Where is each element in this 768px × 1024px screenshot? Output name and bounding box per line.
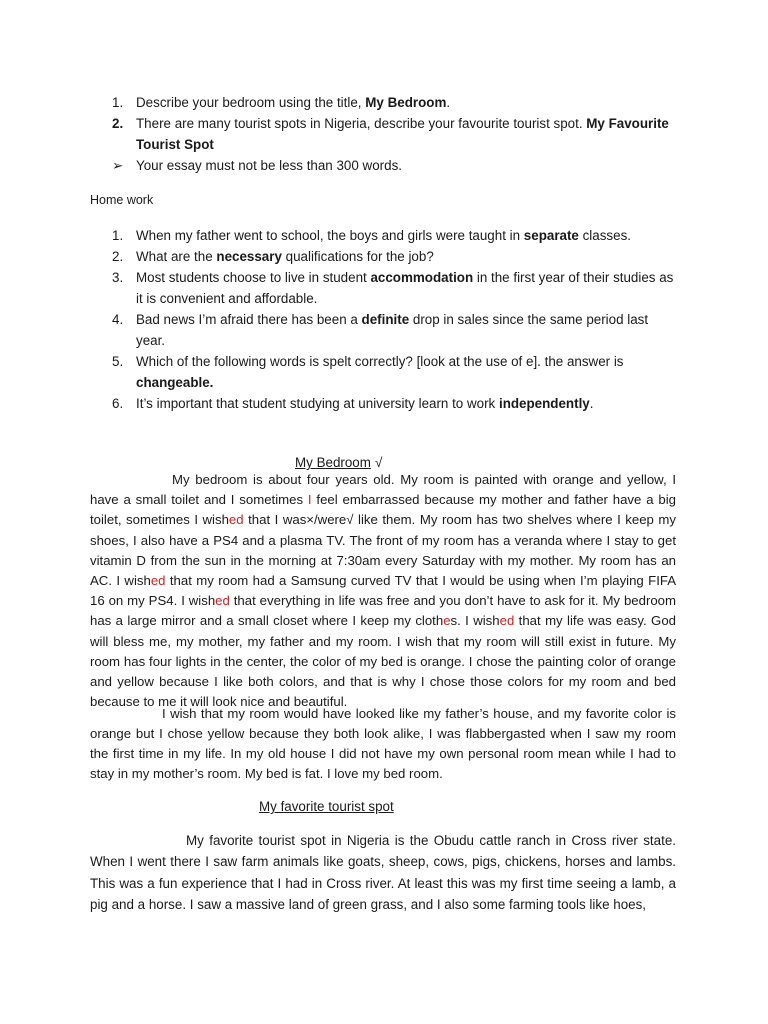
instruction-list (112, 92, 676, 176)
homework-item-5: 5. Which of the following words is spelt correctly? [look at the use of e]. the answer is changeable. (112, 354, 624, 390)
homework-list (112, 225, 676, 414)
tourist-spot-heading: My favorite tourist spot (259, 799, 394, 814)
homework-item-2: 2. What are the necessary qualifications for the job? (112, 249, 434, 264)
homework-item-1: 1. When my father went to school, the boys and girls were taught in separate classes. (112, 228, 631, 243)
homework-item-6: 6. It’s important that student studying at university learn to work independently. (112, 396, 594, 411)
bedroom-paragraph-1: My bedroom is about four years old. My room is painted with orange and yellow, I have a small toilet and I sometimes I feel embarrassed because my mother and father have a big toilet, sometimes I wished that I was×/were√ like them. My room has two shelves where I keep my shoes, I also have a PS4 and a plasma TV. The front of my room has a veranda where I stay to get vitamin D from the sun in the morning at 7:30am every Saturday with my mother. My room has an AC. I wished that my room had a Samsung curved TV that I would be using when I’m playing FIFA 16 on my PS4. I wished that everything in life was free and you don’t have to ask for it. My bedroom has a large mirror and a small closet where I keep my clothes. I wished that my life was easy. God will bless me, my mother, my father and my room. I wish that my room will still exist in future. My room has four lights in the center, the color of my bed is orange. I chose the painting color of orange and yellow because I like both colors, and that is why I chose those colors for my room and bed because to me it will look nice and beautiful. (90, 472, 677, 710)
homework-item-4: 4. Bad news I’m afraid there has been a definite drop in sales since the same period last year. (112, 312, 649, 348)
bedroom-heading: My Bedroom (295, 455, 371, 470)
arrow-bullet-icon: ➢ (112, 158, 124, 173)
homework-item-3: 3. Most students choose to live in student accommodation in the first year of their studies as it is convenient and affordable. (112, 270, 674, 306)
checkmark-icon: √ (375, 455, 383, 470)
bedroom-paragraph-2: I wish that my room would have looked like my father’s house, and my favorite color is orange but I chose yellow because they both look alike, I was flabbergasted when I saw my room the first time in my life. In my old house I did not have my own personal room mean while I had to stay in my mother’s room. My bed is fat. I love my bed room. (90, 706, 676, 781)
homework-label: Home work (90, 193, 154, 207)
tourist-spot-paragraph: My favorite tourist spot in Nigeria is the Obudu cattle ranch in Cross river state. When I went there I saw farm animals like goats, sheep, cows, pigs, chickens, horses and lambs. This was a fun experience that I had in Cross river. At least this was my first time seeing a lamb, a pig and a horse. I saw a massive land of green grass, and I also some farming tools like hoes, (90, 833, 676, 912)
instruction-item-bullet: ➢ Your essay must not be less than 300 words. (136, 155, 676, 176)
instruction-item-1: 1. Describe your bedroom using the title, My Bedroom. (112, 95, 451, 110)
instruction-item-2: 2. There are many tourist spots in Nigeria, describe your favourite tourist spot. My Favourite Tourist Spot (112, 116, 669, 152)
